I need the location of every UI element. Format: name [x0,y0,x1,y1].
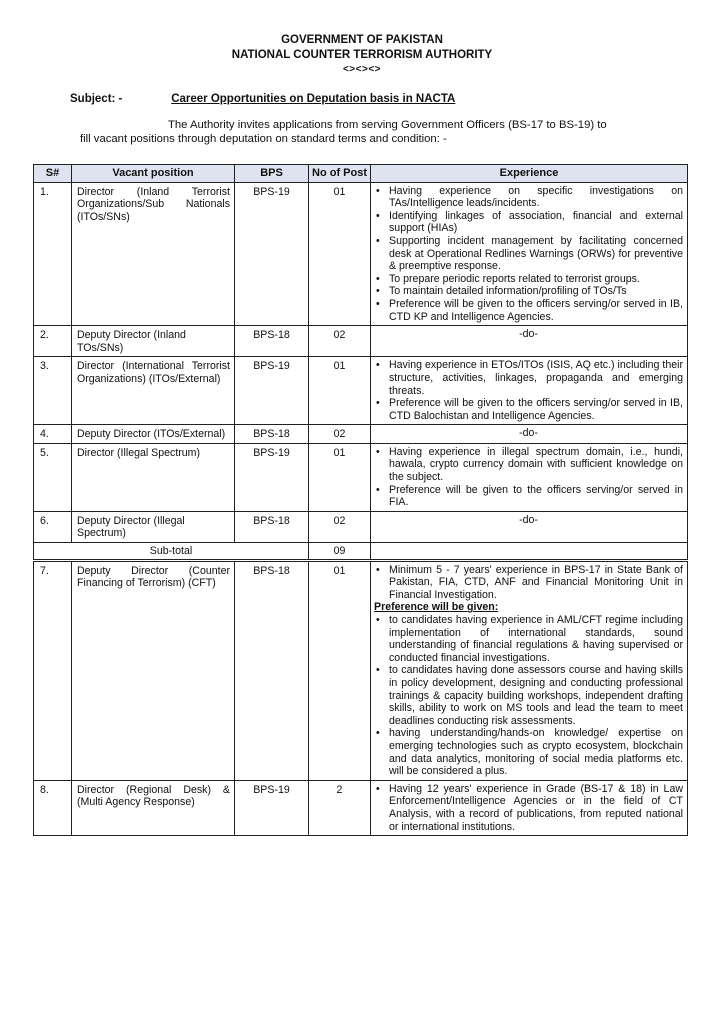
experience-list [374,359,683,422]
list-item: • Identifying linkages of association, financial and external support (HIAs) [374,210,683,235]
row-position: Director (International Terrorist Organizations) (ITOs/External) [72,357,235,425]
preference-list [374,614,683,778]
list-item: • Preference will be given to the officers serving/or served in FIA. [374,484,683,509]
subject-line [70,93,455,105]
list-item: • Having experience in illegal spectrum domain, i.e., hundi, hawala, crypto currency domain with sufficient knowledge on the subject. [374,446,683,484]
experience-list [374,564,683,602]
subject-text: Career Opportunities on Deputation basis in NACTA [171,93,456,105]
row-posts: 02 [309,511,371,542]
subtotal-label: Sub-total [34,543,309,561]
row-sn: 4. [34,425,72,444]
list-item: • Minimum 5 - 7 years' experience in BPS-17 in State Bank of Pakistan, FIA, CTD, ANF and Financial Monitoring Unit in Financial Investigation. [374,564,683,602]
row-sn: 5. [34,443,72,511]
government-heading: GOVERNMENT OF PAKISTAN [281,34,443,46]
row-experience [371,182,688,326]
row-experience: -do- [371,326,688,357]
list-item: • Having experience on specific investigations on TAs/Intelligence leads/incidents. [374,185,683,210]
list-item: • Preference will be given to the officers serving/or served in IB, CTD Balochistan and Intelligence Agencies. [374,397,683,422]
row-bps: BPS-18 [235,511,309,542]
row-experience [371,780,688,835]
row-posts: 02 [309,326,371,357]
list-item: • Having 12 years' experience in Grade (BS-17 & 18) in Law Enforcement/Intelligence Agencies or in the field of CT Analysis, with a record of publications, from reputed national or international institutions. [374,783,683,833]
subtotal-empty [371,543,688,561]
row-sn: 8. [34,780,72,835]
table-row [34,182,688,326]
row-position: Deputy Director (Counter Financing of Terrorism) (CFT) [72,560,235,780]
row-bps: BPS-18 [235,425,309,444]
table-row [34,425,688,444]
list-item: • having understanding/hands-on knowledge/ expertise on emerging technologies such as crypto ecosystem, blockchain and data analytics, monitoring of social media platforms etc. will be considered a plus. [374,727,683,777]
heading-ornament: <><><> [342,64,382,75]
row-experience [371,357,688,425]
row-posts: 01 [309,443,371,511]
table-row [34,560,688,780]
row-bps: BPS-19 [235,780,309,835]
list-item: • Supporting incident management by facilitating concerned desk at Operational Redlines Warnings (ORWs) for preventive & preemptive response. [374,235,683,273]
row-position: Director (Inland Terrorist Organizations/Sub Nationals (ITOs/SNs) [72,182,235,326]
row-bps: BPS-19 [235,357,309,425]
row-posts: 01 [309,560,371,780]
row-sn: 7. [34,560,72,780]
row-bps: BPS-19 [235,182,309,326]
row-position: Deputy Director (ITOs/External) [72,425,235,444]
row-experience [371,560,688,780]
row-position: Deputy Director (Inland TOs/SNs) [72,326,235,357]
intro-line-2: fill vacant positions through deputation on standard terms and condition: - [80,133,447,145]
row-position: Director (Illegal Spectrum) [72,443,235,511]
intro-paragraph [80,118,680,146]
list-item: • To prepare periodic reports related to terrorist groups. [374,273,683,286]
header-position: Vacant position [72,165,235,183]
row-posts: 01 [309,182,371,326]
row-posts: 01 [309,357,371,425]
row-sn: 1. [34,182,72,326]
row-sn: 3. [34,357,72,425]
row-bps: BPS-18 [235,326,309,357]
row-bps: BPS-18 [235,560,309,780]
row-experience: -do- [371,425,688,444]
row-position: Director (Regional Desk) & (Multi Agency Response) [72,780,235,835]
header-sn: S# [34,165,72,183]
authority-heading: NATIONAL COUNTER TERRORISM AUTHORITY [231,49,493,61]
list-item: • to candidates having done assessors course and having skills in policy development, designing and conducting professional trainings & capacity building workshops, independent drafting skills, ability to work on MS tools and lead the team to meet deadlines conducting risk assessments. [374,664,683,727]
subtotal-row [34,543,688,561]
row-posts: 02 [309,425,371,444]
preference-heading: Preference will be given: [374,601,499,614]
header-bps: BPS [235,165,309,183]
table-row [34,357,688,425]
list-item: • Preference will be given to the officers serving/or served in IB, CTD KP and Intelligence Agencies. [374,298,683,323]
row-sn: 6. [34,511,72,542]
subtotal-value: 09 [309,543,371,561]
table-header-row [34,165,688,183]
row-position: Deputy Director (Illegal Spectrum) [72,511,235,542]
row-sn: 2. [34,326,72,357]
list-item: • Having experience in ETOs/ITOs (ISIS, AQ etc.) including their structure, activities, linkages, propaganda and emerging threats. [374,359,683,397]
list-item: • To maintain detailed information/profiling of TOs/Ts [374,285,683,298]
row-bps: BPS-19 [235,443,309,511]
header-posts: No of Post [309,165,371,183]
vacancies-table [33,164,688,836]
table-row [34,780,688,835]
subject-label: Subject: - [70,93,123,105]
header-experience: Experience [371,165,688,183]
experience-list [374,783,683,833]
table-row [34,443,688,511]
intro-line-1: The Authority invites applications from serving Government Officers (BS-17 to BS-19) to [168,119,607,131]
table-row [34,511,688,542]
table-row [34,326,688,357]
list-item: • to candidates having experience in AML/CFT regime including implementation of international standards, sound understanding of financial regulations & having supervised or conducted financial investigations. [374,614,683,664]
experience-list [374,446,683,509]
row-posts: 2 [309,780,371,835]
row-experience: -do- [371,511,688,542]
row-experience [371,443,688,511]
experience-list [374,185,683,324]
